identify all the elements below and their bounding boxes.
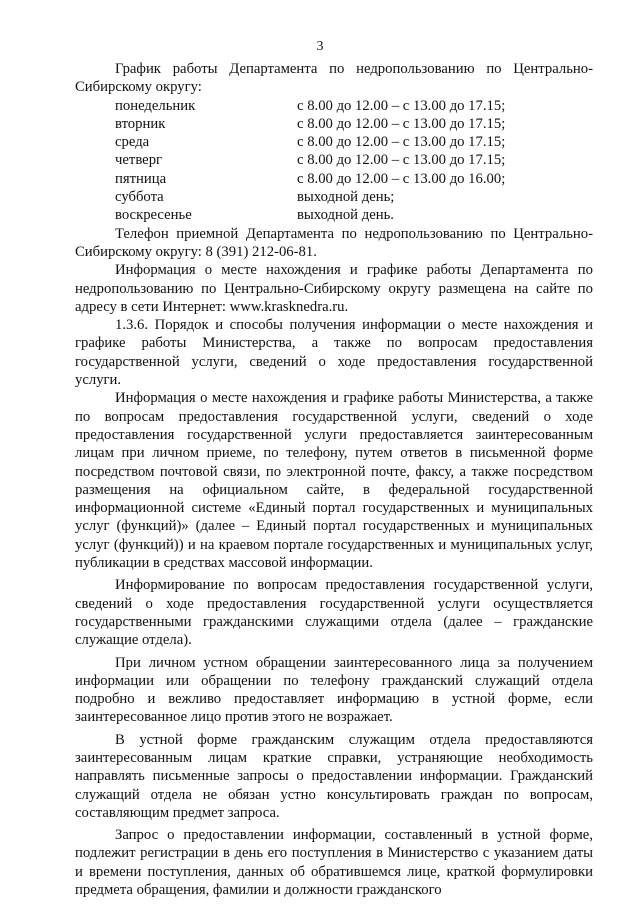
schedule-day: вторник xyxy=(115,115,166,132)
schedule-day: пятница xyxy=(115,170,167,187)
schedule-time: выходной день; xyxy=(297,189,395,206)
schedule-day: среда xyxy=(115,134,150,151)
schedule-day: четверг xyxy=(115,152,163,169)
schedule-time: выходной день. xyxy=(297,207,394,224)
schedule-row xyxy=(75,133,593,151)
paragraph-info-channels: Информация о месте нахождения и графике работы Министерства, а также по вопросам предоставления государственной услуги, сведений о ходе предоставления государственной услуги предоставляется заинтересованным лицам при личном приеме, по телефону, путем ответов в письменной форме посредством почтовой связи, по электронной почте, факсу, а также посредством размещения на официальном сайте, в федеральной государственной информационной системе «Единый портал государственных и муниципальных услуг (функций)» (далее – Единый портал государственных и муниципальных услуг (функций)) и на краевом портале государственных и муниципальных услуг, публикации в средствах массовой информации. xyxy=(75,390,593,572)
schedule-day: воскресенье xyxy=(115,207,192,224)
schedule-row xyxy=(75,188,593,206)
paragraph-oral-form: В устной форме гражданским служащим отдела предоставляются заинтересованным лицам краткие справки, устраняющие необходимость направлять письменные запросы о предоставлении информации. Гражданский служащий отдела не обязан устно консультировать граждан по вопросам, составляющим предмет запроса. xyxy=(75,731,593,821)
schedule-row xyxy=(75,170,593,188)
paragraph-registration: Запрос о предоставлении информации, составленный в устной форме, подлежит регистрации в день его поступления в Министерство с указанием даты и времени поступления, данных об обратившемся лице, краткой формулировки предмета обращения, фамилии и должности гражданского xyxy=(75,827,593,899)
paragraph-phone: Телефон приемной Департамента по недропользованию по Центрально-Сибирскому округу: 8 (391) 212-06-81. xyxy=(75,225,593,260)
paragraph-website: Информация о месте нахождения и графике работы Департамента по недропользованию по Центрально-Сибирскому округу размещена на сайте по адресу в сети Интернет: www.krasknedra.ru. xyxy=(75,262,593,315)
schedule-row xyxy=(75,151,593,169)
schedule-time: с 8.00 до 12.00 – с 13.00 до 17.15; xyxy=(297,97,506,114)
schedule-day: понедельник xyxy=(115,97,196,114)
schedule-day: суббота xyxy=(115,189,164,206)
schedule-table xyxy=(75,97,593,225)
schedule-intro: График работы Департамента по недропользованию по Центрально-Сибирскому округу: xyxy=(75,61,593,96)
paragraph-section-heading: 1.3.6. Порядок и способы получения информации о месте нахождения и графике работы Министерства, а также по вопросам предоставления государственной услуги, сведений о ходе предоставления государственной услуги. xyxy=(75,317,593,389)
paragraph-informing: Информирование по вопросам предоставления государственной услуги, сведений о ходе предоставления государственной услуги осуществляется государственными гражданскими служащими отдела (далее – гражданские служащие отдела). xyxy=(75,577,593,649)
schedule-time: с 8.00 до 12.00 – с 13.00 до 17.15; xyxy=(297,152,506,169)
document-body xyxy=(75,60,593,899)
schedule-row xyxy=(75,115,593,133)
schedule-row xyxy=(75,97,593,115)
schedule-time: с 8.00 до 12.00 – с 13.00 до 17.15; xyxy=(297,134,506,151)
schedule-row xyxy=(75,206,593,224)
page-number: 3 xyxy=(316,39,324,54)
paragraph-oral-request: При личном устном обращении заинтересованного лица за получением информации или обращении по телефону гражданский служащий отдела подробно и вежливо предоставляет информацию в устной форме, если заинтересованное лицо против этого не возражает. xyxy=(75,654,593,726)
schedule-time: с 8.00 до 12.00 – с 13.00 до 16.00; xyxy=(297,170,506,187)
schedule-time: с 8.00 до 12.00 – с 13.00 до 17.15; xyxy=(297,115,506,132)
